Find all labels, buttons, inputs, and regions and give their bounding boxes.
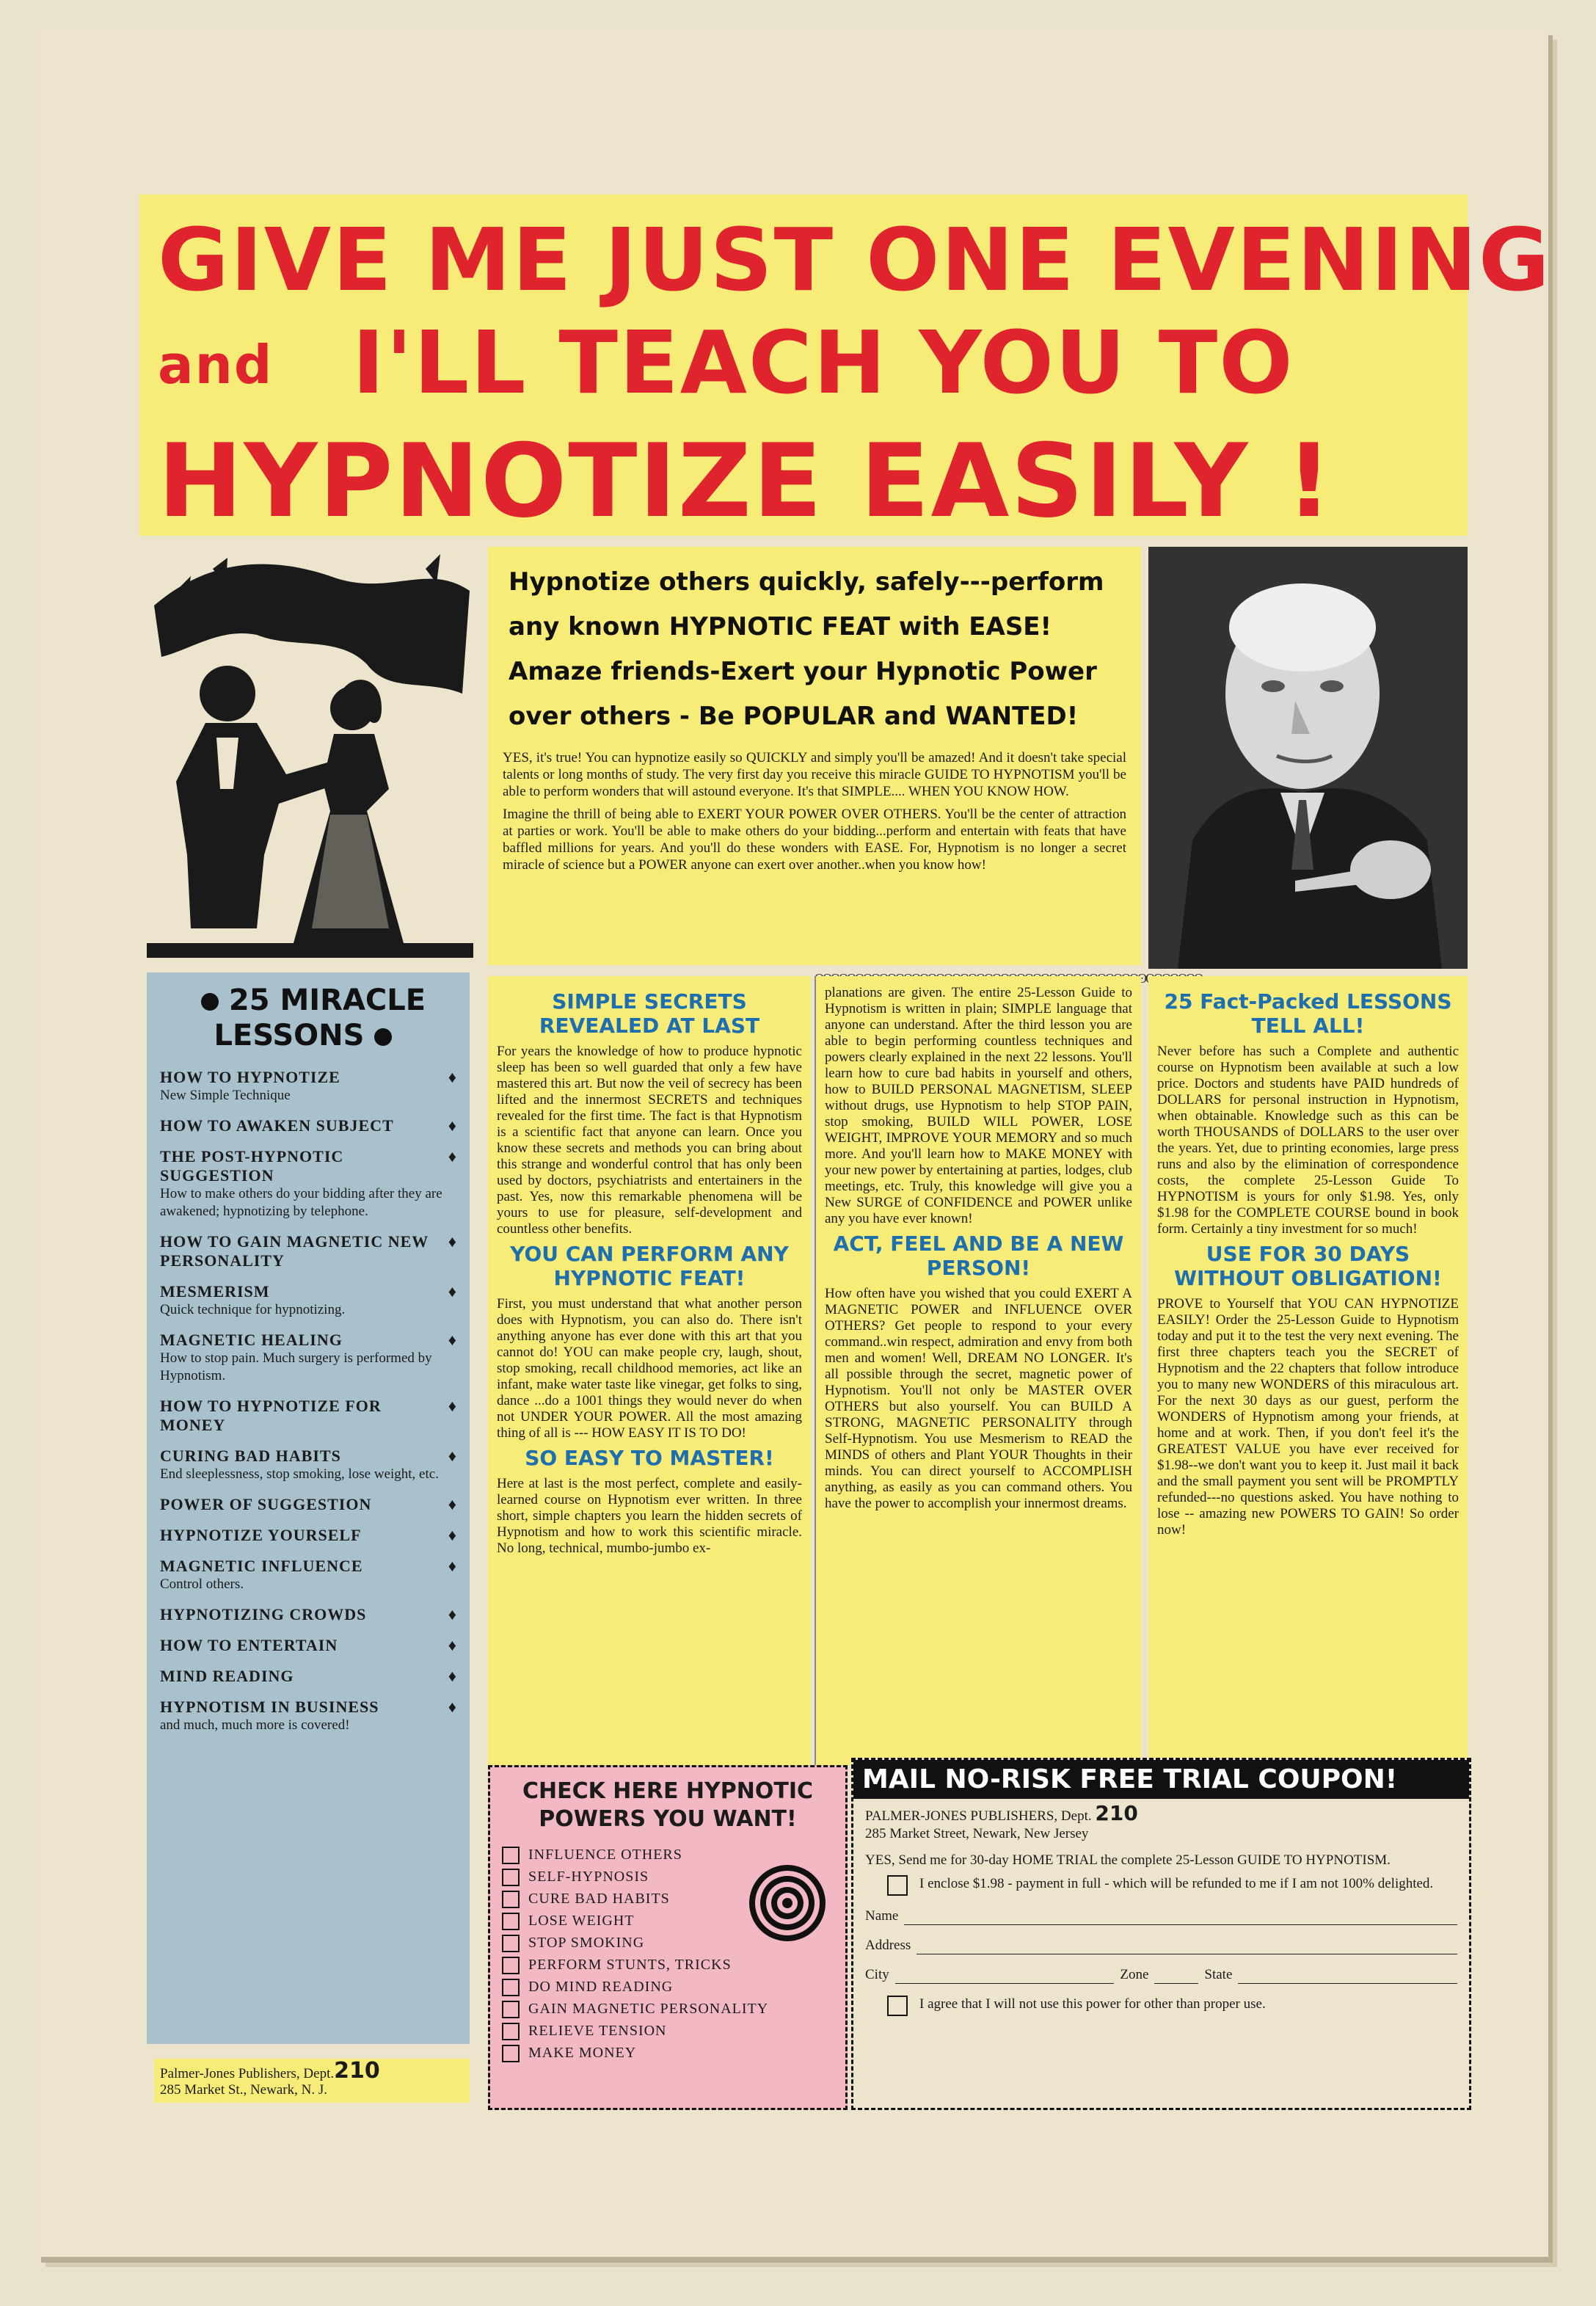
lesson-description: Quick technique for hypnotizing.: [160, 1302, 346, 1317]
lesson-item: [160, 1397, 456, 1435]
lesson-title: HOW TO ENTERTAIN: [160, 1636, 338, 1654]
intro-headline: any known HYPNOTIC FEAT with EASE!: [509, 612, 1052, 641]
agree-checkbox[interactable]: [887, 1996, 908, 2016]
headline-banner: [139, 194, 1551, 540]
checkbox[interactable]: [502, 1847, 520, 1864]
checkbox[interactable]: [502, 2045, 520, 2062]
lesson-item: [160, 1495, 456, 1514]
lesson-item: [160, 1636, 456, 1655]
lesson-title: HOW TO AWAKEN SUBJECT: [160, 1116, 394, 1135]
lesson-description: How to stop pain. Much surgery is performed by Hypnotism.: [160, 1350, 432, 1383]
lessons-title: 25 MIRACLE LESSONS: [160, 983, 456, 1053]
section-heading: SIMPLE SECRETS REVEALED AT LAST: [539, 989, 760, 1038]
headline-line-3: HYPNOTIZE EASILY !: [158, 422, 1334, 540]
section-heading: USE FOR 30 DAYS WITHOUT OBLIGATION!: [1174, 1242, 1442, 1290]
intro-paragraph: YES, it's true! You can hypnotize easily so QUICKLY and simply you'll be amazed! And it doesn't take special talents or long months of study. The very first day you receive this miracle GUIDE TO HYPNOTISM you'll be able to perform wonders that will astound everyone. It's that SIMPLE.... WHEN YOU KNOW HOW.: [503, 750, 1126, 799]
coupon-agree-text: I agree that I will not use this power for other than proper use.: [919, 1996, 1266, 2012]
lesson-description: Control others.: [160, 1576, 244, 1592]
checklist-option[interactable]: [502, 2042, 834, 2064]
lesson-item: [160, 1526, 456, 1545]
zone-field[interactable]: [1154, 1970, 1198, 1984]
lesson-item: [160, 1282, 456, 1319]
lesson-title: MIND READING: [160, 1667, 294, 1685]
name-field[interactable]: [904, 1911, 1457, 1925]
lesson-item: [160, 1232, 456, 1270]
checklist-option-label: RELIEVE TENSION: [528, 2023, 667, 2039]
article-column-3: [1148, 976, 1468, 1765]
lesson-description: New Simple Technique: [160, 1088, 291, 1103]
section-text: How often have you wished that you could EXERT A MAGNETIC POWER and INFLUENCE OVER OTHERS? Get people to respond to your every command..win respect, admiration and envy from both men and women! Well, DREAM NO LONGER. It's all possible through the secret, magnetic power of Hypnotism. You'll not only be MASTER OVER OTHERS but also yourself. You can BUILD A STRONG, MAGNETIC PERSONALITY through Self-Hypnotism. You use Mesmerism to READ the MINDS of others and Plant YOUR Thoughts in their minds. You can direct yourself to ACCOMPLISH anything, as easily as you can command others. You have the power to accomplish your innermost dreams.: [825, 1286, 1132, 1511]
checkbox[interactable]: [502, 1913, 520, 1930]
lesson-title: THE POST-HYPNOTIC SUGGESTION: [160, 1147, 344, 1185]
intro-headline: Hypnotize others quickly, safely---perform: [509, 567, 1104, 597]
checklist-option-label: GAIN MAGNETIC PERSONALITY: [528, 2001, 769, 2017]
article-column-1: [488, 976, 811, 1765]
checkbox[interactable]: [502, 1957, 520, 1974]
bullet-icon: [201, 993, 219, 1011]
lesson-item: [160, 1147, 456, 1221]
lesson-title: MESMERISM: [160, 1282, 270, 1301]
section-text: Here at last is the most perfect, complete and easily-learned course on Hypnotism ever written. In three short, simple chapters you learn the hidden secrets of Hypnotism and how to work this scientific miracle. No long, technical, mumbo-jumbo ex-: [497, 1476, 802, 1556]
checklist-option-label: LOSE WEIGHT: [528, 1913, 635, 1929]
trial-coupon: [851, 1758, 1471, 2110]
lesson-title: HOW TO HYPNOTIZE: [160, 1068, 340, 1086]
lesson-item: [160, 1068, 456, 1105]
lesson-title: HYPNOTIZING CROWDS: [160, 1605, 367, 1623]
lesson-description: End sleeplessness, stop smoking, lose weight, etc.: [160, 1466, 439, 1482]
checkbox[interactable]: [502, 2023, 520, 2040]
diamond-icon: ♦: [448, 1495, 456, 1513]
diamond-icon: ♦: [448, 1331, 456, 1349]
lesson-title: MAGNETIC INFLUENCE: [160, 1557, 363, 1575]
hypnotist-illustration: [147, 547, 473, 958]
checkbox[interactable]: [502, 1891, 520, 1908]
lesson-title: CURING BAD HABITS: [160, 1447, 341, 1465]
checklist-option-label: PERFORM STUNTS, TRICKS: [528, 1957, 732, 1973]
bullet-icon: [374, 1028, 392, 1046]
address-label: Address: [865, 1938, 911, 1953]
section-heading: 25 Fact-Packed LESSONS TELL ALL!: [1164, 989, 1452, 1038]
checklist-option-label: INFLUENCE OTHERS: [528, 1847, 682, 1863]
address-field[interactable]: [917, 1941, 1457, 1954]
lesson-item: [160, 1667, 456, 1686]
lesson-item: [160, 1447, 456, 1483]
checkbox[interactable]: [502, 1935, 520, 1952]
state-field[interactable]: [1238, 1970, 1457, 1984]
intro-panel: [488, 547, 1141, 965]
section-text: First, you must understand that what another person does with Hypnotism, you can also do. There isn't anything anyone has ever done with this art that you cannot do! YOU can make people cry, laugh, shout, stop smoking, recall childhood memories, act like an infant, make water taste like vinegar, get folks to sing, dance ...do a 1001 things they would never do when not UNDER YOUR POWER. All the most amazing thing of all is --- HOW EASY IT IS TO DO!: [497, 1296, 802, 1441]
diamond-icon: ♦: [448, 1447, 456, 1465]
headline-line-2-big: I'LL TEACH YOU TO: [352, 312, 1294, 413]
checklist-option-label: DO MIND READING: [528, 1979, 674, 1995]
city-field[interactable]: [895, 1970, 1115, 1984]
lesson-title: HOW TO HYPNOTIZE FOR MONEY: [160, 1397, 382, 1434]
section-text: For years the knowledge of how to produce hypnotic sleep has been so well guarded that only a few have mastered this art. But now the veil of secrecy has been lifted and the innermost SECRETS and techniques revealed for the first time. The fact is that Hypnotism is a scientific fact that anyone can learn. Once you know these secrets and methods you can bring about this strange and wonderful control that has only been used by doctors, psychiatrists and entertainers in the past. Yes, now this remarkable phenomena will be yours to use for pleasure, self-development and countless other benefits.: [497, 1044, 802, 1237]
checkbox[interactable]: [502, 2001, 520, 2018]
coupon-street: 285 Market Street, Newark, New Jersey: [865, 1826, 1089, 1841]
checklist-option-label: CURE BAD HABITS: [528, 1891, 670, 1907]
diamond-icon: ♦: [448, 1605, 456, 1623]
diamond-icon: ♦: [448, 1397, 456, 1415]
state-label: State: [1204, 1967, 1233, 1982]
lesson-title: POWER OF SUGGESTION: [160, 1495, 372, 1513]
checkbox[interactable]: [502, 1979, 520, 1996]
city-label: City: [865, 1967, 889, 1982]
coupon-enclose-text: I enclose $1.98 - payment in full - which will be refunded to me if I am not 100% delighted.: [919, 1876, 1434, 1891]
checklist-option[interactable]: [502, 1954, 834, 1976]
coupon-title: MAIL NO-RISK FREE TRIAL COUPON!: [853, 1760, 1469, 1799]
lesson-title: HYPNOTISM IN BUSINESS: [160, 1698, 379, 1716]
lesson-description: How to make others do your bidding after they are awakened; hypnotizing by telephone.: [160, 1186, 442, 1219]
diamond-icon: ♦: [448, 1526, 456, 1544]
checklist-option[interactable]: [502, 1998, 834, 2020]
section-heading: ACT, FEEL AND BE A NEW PERSON!: [833, 1232, 1124, 1280]
section-heading: YOU CAN PERFORM ANY HYPNOTIC FEAT!: [510, 1242, 789, 1290]
spiral-target-icon: [747, 1863, 828, 1943]
diamond-icon: ♦: [448, 1147, 456, 1165]
zone-label: Zone: [1120, 1967, 1149, 1982]
checklist-option-label: SELF-HYPNOSIS: [528, 1869, 649, 1885]
coupon-publisher: PALMER-JONES PUBLISHERS, Dept. 210: [865, 1801, 1138, 1825]
checklist-option-label: STOP SMOKING: [528, 1935, 645, 1951]
diamond-icon: ♦: [448, 1232, 456, 1251]
section-text: planations are given. The entire 25-Lesson Guide to Hypnotism is written in plain; SIMPLE language that anyone can understand. After the third lesson you are able to begin performing countless techniques and powers clearly explained in the next 22 lessons. You'll learn how to cure bad habits in yourself and others, how to BUILD PERSONAL MAGNETISM, SLEEP without drugs, use Hypnotism to help STOP PAIN, stop smoking, BUILD WILL POWER, LOSE WEIGHT, IMPROVE YOUR MEMORY and so much more. And you'll learn how to MAKE MONEY with your new power by entertaining at parties, lodges, club meetings, etc. Truly, this knowledge will give you a New SURGE of CONFIDENCE and POWER unlike any you have ever known!: [825, 985, 1132, 1226]
intro-headline: Amaze friends-Exert your Hypnotic Power: [509, 657, 1097, 686]
lesson-title: MAGNETIC HEALING: [160, 1331, 343, 1349]
headline-line-1: GIVE ME JUST ONE EVENING: [158, 209, 1551, 310]
name-label: Name: [865, 1908, 899, 1924]
diamond-icon: ♦: [448, 1636, 456, 1654]
checklist-option[interactable]: [502, 2020, 834, 2042]
lesson-item: [160, 1557, 456, 1593]
checkbox[interactable]: [502, 1869, 520, 1886]
lesson-item: [160, 1331, 456, 1385]
lesson-item: [160, 1116, 456, 1135]
diamond-icon: ♦: [448, 1667, 456, 1685]
lesson-item: [160, 1605, 456, 1624]
lesson-title: HYPNOTIZE YOURSELF: [160, 1526, 362, 1544]
intro-headline: over others - Be POPULAR and WANTED!: [509, 702, 1079, 731]
lesson-item: [160, 1698, 456, 1734]
section-text: PROVE to Yourself that YOU CAN HYPNOTIZE EASILY! Order the 25-Lesson Guide to Hypnotism today and put it to the test the very next evening. The first three chapters teach you the SECRET of Hypnotism and the 22 chapters that follow introduce you to many new WONDERS of this miraculous art. For the next 30 days as our guest, perform the WONDERS of Hypnotism among your friends, at home and at work. Then, if you don't feel it's the GREATEST VALUE you have ever received for $1.98--we don't want you to keep it. Just mail it back and the small payment you sent will be PROMPTLY refunded---no questions asked. You have nothing to lose -- amazing new POWERS TO GAIN! So order now!: [1157, 1296, 1459, 1538]
lessons-address: Palmer-Jones Publishers, Dept.210 285 Market St., Newark, N. J.: [154, 2059, 470, 2103]
diamond-icon: ♦: [448, 1282, 456, 1301]
diamond-icon: ♦: [448, 1698, 456, 1716]
headline-line-2-small: and: [158, 334, 274, 396]
coupon-yes-text: YES, Send me for 30-day HOME TRIAL the complete 25-Lesson GUIDE TO HYPNOTISM.: [865, 1852, 1391, 1868]
lessons-panel: [147, 972, 470, 2044]
diamond-icon: ♦: [448, 1557, 456, 1575]
checklist-option[interactable]: [502, 1976, 834, 1998]
diamond-icon: ♦: [448, 1116, 456, 1135]
powers-checklist: [488, 1765, 848, 2110]
checklist-option-label: MAKE MONEY: [528, 2045, 637, 2061]
section-text: Never before has such a Complete and authentic course on Hypnotism been available at such a low price. Doctors and students have PAID hundreds of DOLLARS for personal instruction in Hypnotism, when obtainable. Knowledge such as this can be worth THOUSANDS of DOLLARS to the user over the years. Yet, due to printing economies, large press runs and also by the elimination of correspondence costs, the complete 25-Lesson Guide To HYPNOTISM is yours for only $1.98. Yes, only $1.98 for the COMPLETE COURSE bound in book form. Certainly a tiny investment for so much!: [1157, 1044, 1459, 1237]
enclose-checkbox[interactable]: [887, 1875, 908, 1896]
article-column-2: [815, 976, 1141, 1765]
lesson-description: and much, much more is covered!: [160, 1717, 350, 1733]
lesson-list: [160, 1068, 456, 1734]
lesson-title: HOW TO GAIN MAGNETIC NEW PERSONALITY: [160, 1232, 429, 1270]
diamond-icon: ♦: [448, 1068, 456, 1086]
section-heading: SO EASY TO MASTER!: [525, 1446, 774, 1470]
checklist-title: CHECK HERE HYPNOTIC POWERS YOU WANT!: [522, 1778, 814, 1832]
pointing-man-photo: [1148, 547, 1468, 969]
intro-paragraph: Imagine the thrill of being able to EXERT YOUR POWER OVER OTHERS. You'll be the center of attraction at parties or work. You'll be able to make others do your bidding...perform and entertain with feats that have baffled millions for years. And you'll do these wonders with EASE. For, Hypnotism is no longer a secret miracle of science but a POWER anyone can exert over another..when you know how!: [503, 807, 1126, 873]
